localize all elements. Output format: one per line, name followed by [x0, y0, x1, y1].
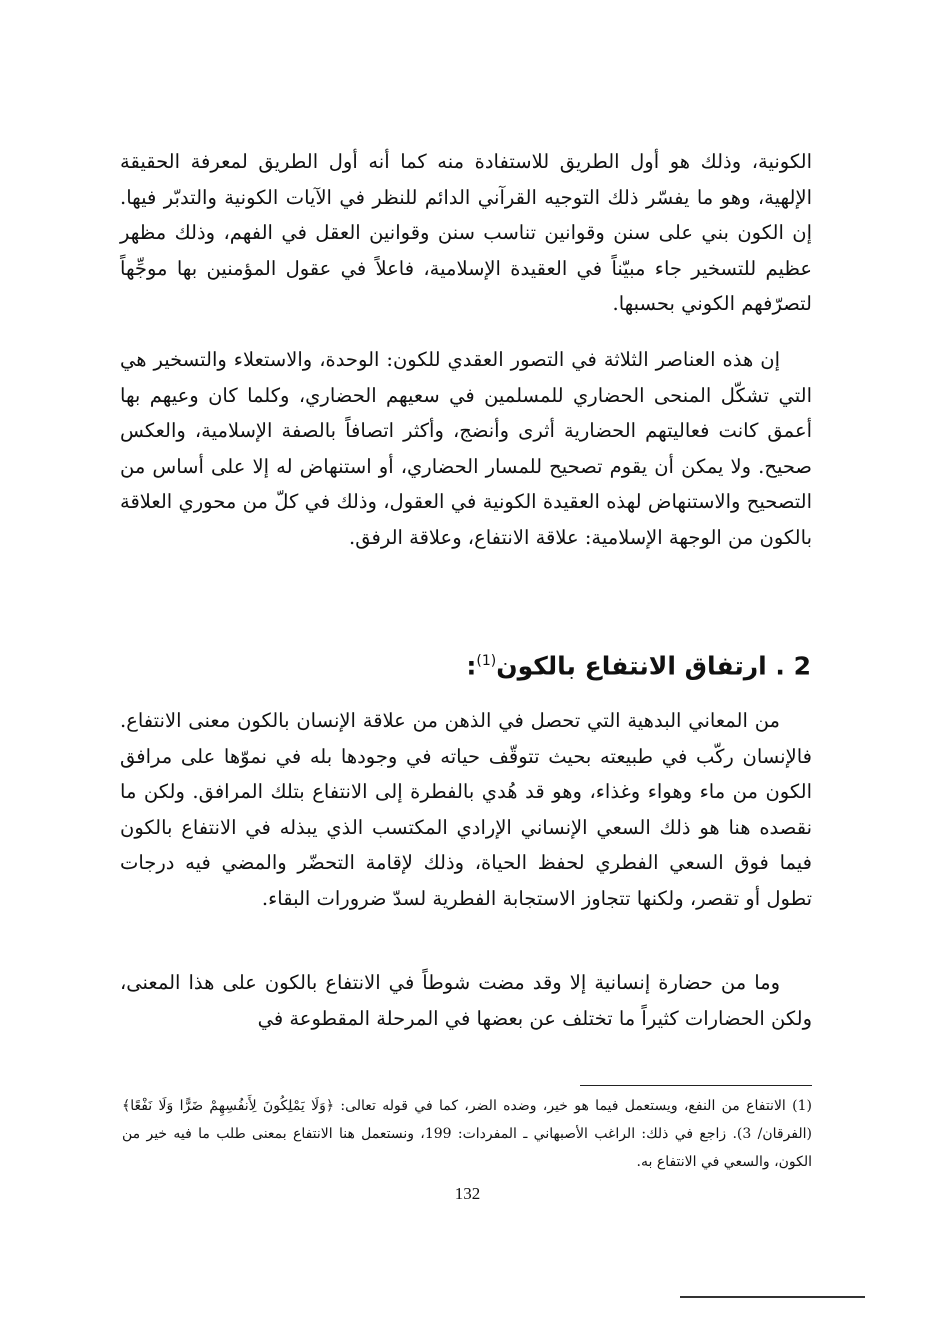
section-title: ارتفاق الانتفاع بالكون — [496, 651, 767, 681]
section-title-suffix: : — [466, 651, 477, 681]
footnote-divider — [580, 1085, 812, 1086]
paragraph-3: من المعاني البدهية التي تحصل في الذهن من علاقة الإنسان بالكون معنى الانتفاع. فالإنسان ركّب في طبيعته بحيث تتوقّف حياته في وجودها بله في نموّها على مرافق الكون من ماء وهواء وغذاء، وهو قد هُدي بالفطرة إلى الانتفاع بتلك المرافق. ولكن ما نقصده هنا هو ذلك السعي الإنساني الإرادي المكتسب الذي يبذله في الانتفاع بالكون فيما فوق السعي الفطري لحفظ الحياة، وذلك لإقامة التحضّر والمضي فيه درجات تطول أو تقصر، ولكنها تتجاوز الاستجابة الفطرية لسدّ ضرورات البقاء. — [120, 709, 812, 910]
paragraph-2: إن هذه العناصر الثلاثة في التصور العقدي للكون: الوحدة، والاستعلاء والتسخير هي التي تشكّل المنحى الحضاري للمسلمين في سعيهم الحضاري، وكلما كان وعيهم بها أعمق كانت فعاليتهم الحضارية أثرى وأنضج، وأكثر اتصافاً بالصفة الإسلامية، والعكس صحيح. ولا يمكن أن يقوم تصحيح للمسار الحضاري، أو استنهاض له إلا على أساس من التصحيح والاستنهاض لهذه العقيدة الكونية في العقول، وذلك في كلّ من محوري العلاقة بالكون من الوجهة الإسلامية: علاقة الانتفاع، وعلاقة الرفق. — [120, 348, 812, 549]
section-number: 2 . — [775, 651, 811, 681]
bottom-edge-line — [680, 1296, 865, 1298]
paragraph-1: الكونية، وذلك هو أول الطريق للاستفادة منه كما أنه أول الطريق لمعرفة الحقيقة الإلهية، وهو ما يفسّر ذلك التوجيه القرآني الدائم للنظر في الآيات الكونية والتدبّر فيها. إن الكون بني على سنن وقوانين تناسب سنن وقوانين العقل في الفهم، وذلك مظهر عظيم للتسخير جاء مبيّناً في العقيدة الإسلامية، فاعلاً في عقول المؤمنين بها موجِّهاً لتصرّفهم الكوني بحسبها. — [120, 150, 812, 315]
page-number: 132 — [454, 1184, 481, 1203]
footnote-reference: (1) — [476, 653, 497, 669]
paragraph-4: وما من حضارة إنسانية إلا وقد مضت شوطاً في الانتفاع بالكون على هذا المعنى، ولكن الحضارات كثيراً ما تختلف عن بعضها في المرحلة المقطوعة في — [120, 971, 812, 1030]
section-heading — [211, 641, 811, 686]
footnote: (1) الانتفاع من النفع، ويستعمل فيما هو خير، وضده الضر، كما في قوله تعالى: ﴿وَلَا يَمْلِكُونَ لِأَنفُسِهِمْ ضَرًّا وَلَا نَفْعًا﴾ (الفرقان/ 3). زاجع في ذلك: الراغب الأصبهاني ـ المفردات: 199، ونستعمل هنا الانتفاع بمعنى طلب ما فيه خير من الكون، والسعي في الانتفاع به. — [122, 1098, 813, 1170]
